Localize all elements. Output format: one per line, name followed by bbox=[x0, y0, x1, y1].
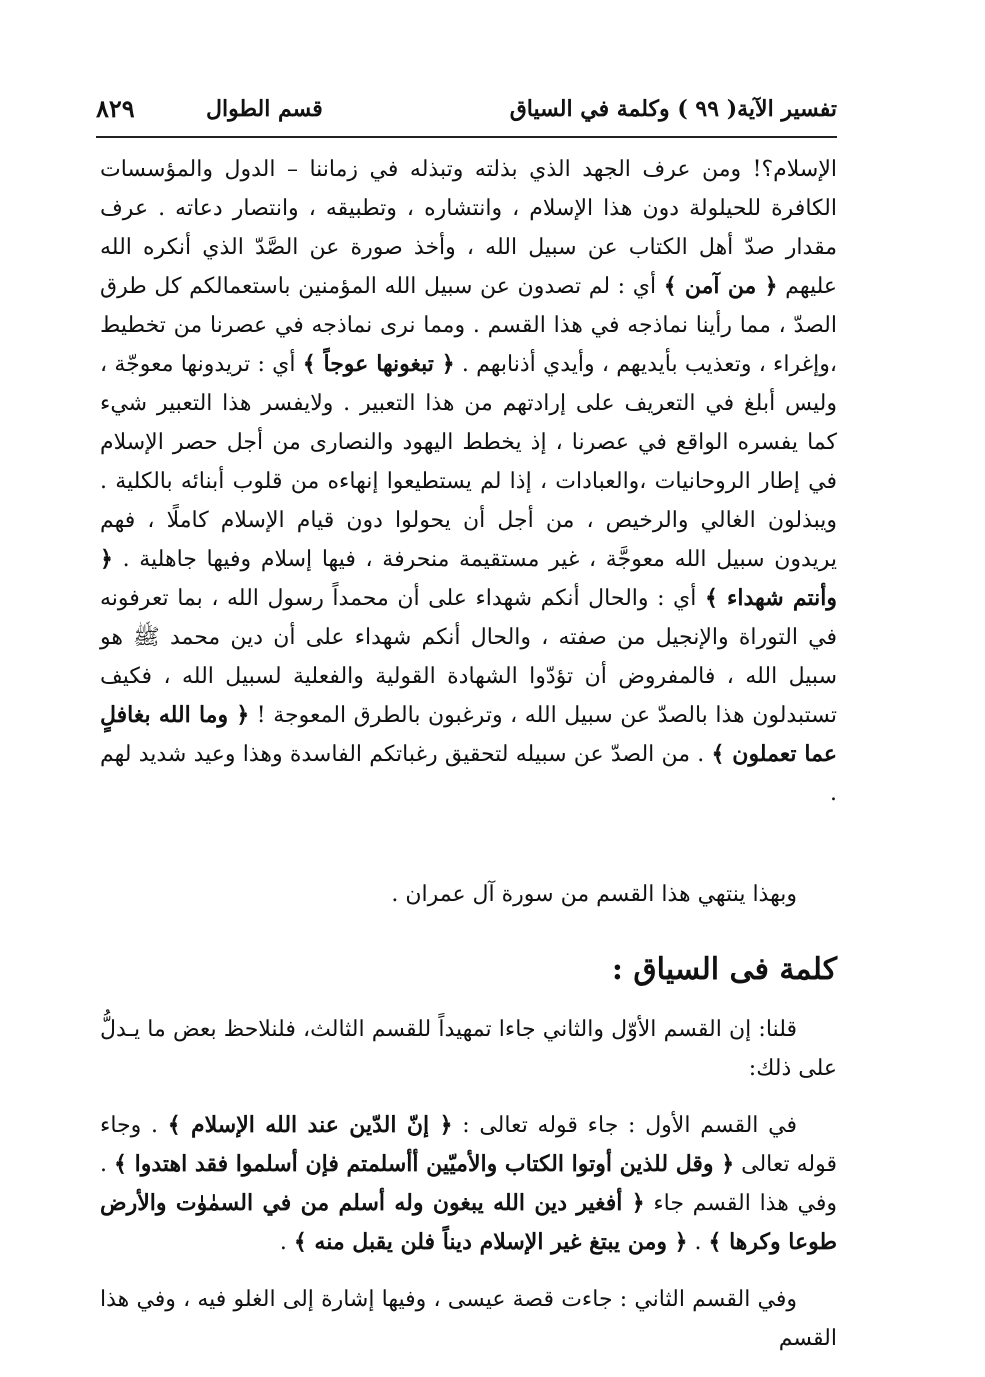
text-run: في القسم الأول : جاء قوله تعالى : bbox=[452, 1113, 797, 1138]
quran-quote: ﴿ وأنتم شهداء ﴾ bbox=[100, 546, 837, 611]
quran-quote: ﴿ أفغير دين الله يبغون وله أسلم من في السمٰوٰت والأرض طوعا وكرها ﴾ bbox=[100, 1190, 837, 1255]
quran-quote: ﴿ تبغونها عوجاً ﴾ bbox=[302, 351, 455, 377]
quran-quote: ﴿ إنّ الدّين عند الله الإسلام ﴾ bbox=[167, 1112, 453, 1138]
text-run: أي : لم تصدون عن سبيل الله المؤمنين باستعمالكم كل طرق الصدّ ، مما رأينا نماذجه في هذا القسم . ومما نرى نماذجه في عصرنا من تخطيط ،وإغراء ، وتعذيب بأيديهم ، وأيدي أذنابهم . bbox=[100, 274, 837, 377]
page-body bbox=[100, 150, 837, 1358]
text-run: . bbox=[687, 1230, 709, 1255]
quran-quote: ﴿ ومن يبتغ غير الإسلام ديناً فلن يقبل منه ﴾ bbox=[293, 1229, 688, 1255]
paragraph-context-intro: قلنا: إن القسم الأوّل والثاني جاءا تمهيداً للقسم الثالث، فلنلاحظ بعض ما يـدلُّ على ذلك: bbox=[100, 1017, 837, 1081]
text-run: . وفي هذا القسم جاء bbox=[100, 1152, 837, 1216]
text-run: أي : والحال أنكم شهداء على أن محمداً رسول الله ، بما تعرفونه في التوراة والإنجيل من صفته ، والحال أنكم شهداء على أن دين محمد ﷺ هو سبيل الله ، فالمفروض أن تؤدّوا الشهادة القولية والفعلية لسبيل الله ، فكيف تستبدلون هذا بالصدّ عن سبيل الله ، وترغبون بالطرق المعوجة ! bbox=[100, 586, 837, 728]
paragraph-first-section bbox=[100, 1106, 837, 1262]
header-divider bbox=[96, 136, 837, 138]
section-name: قسم الطوال bbox=[206, 96, 323, 122]
quran-quote: ﴿ وما الله بغافلٍ عما تعملون ﴾ bbox=[100, 702, 837, 767]
text-run: . من الصدّ عن سبيله لتحقيق رغباتكم الفاسدة وهذا وعيد شديد لهم . bbox=[100, 742, 837, 806]
text-run: أي : تريدونها معوجّة ، وليس أبلغ في التعريف على إرادتهم من هذا التعبير . ولايفسر هذا التعبير شيء كما يفسره الواقع في عصرنا ، إذ يخطط اليهود والنصارى من أجل حصر الإسلام في إطار الروحانيات ،والعبادات ، إذا لم يستطيعوا إنهاءه من قلوب أبنائه بالكلية . ويبذلون الغالي والرخيص ، من أجل أن يحولوا دون قيام الإسلام كاملًا ، فهم يريدون سبيل الله معوجَّة ، غير مستقيمة منحرفة ، فيها إسلام وفيها جاهلية . bbox=[100, 352, 837, 572]
text-run: . وجاء قوله تعالى bbox=[100, 1113, 837, 1177]
text-run: الإسلام؟! ومن عرف الجهد الذي بذلته وتبذله في زماننا – الدول والمؤسسات الكافرة للحيلولة دون هذا الإسلام ، وانتشاره ، وتطبيقه ، وانتصار دعاته . عرف مقدار صدّ أهل الكتاب عن سبيل الله ، وأخذ صورة عن الصَّدّ الذي أنكره الله عليهم bbox=[100, 157, 838, 299]
text-run: . bbox=[279, 1230, 294, 1255]
page-header bbox=[96, 92, 837, 132]
paragraph-second-section: وفي القسم الثاني : جاءت قصة عيسى ، وفيها إشارة إلى الغلو فيه ، وفي هذا القسم bbox=[100, 1287, 837, 1351]
paragraph-commentary bbox=[100, 150, 837, 813]
quran-quote: ﴿ وقل للذين أوتوا الكتاب والأميّين أأسلمتم فإن أسلموا فقد اهتدوا ﴾ bbox=[114, 1151, 735, 1177]
quran-quote: ﴿ من آمن ﴾ bbox=[663, 273, 778, 299]
section-heading: كلمة فى السياق : bbox=[611, 952, 837, 987]
closing-statement: وبهذا ينتهي هذا القسم من سورة آل عمران . bbox=[391, 882, 797, 907]
running-title: تفسير الآية( ٩٩ ) وكلمة في السياق bbox=[509, 96, 837, 122]
page-number: ٨٢٩ bbox=[96, 94, 135, 123]
